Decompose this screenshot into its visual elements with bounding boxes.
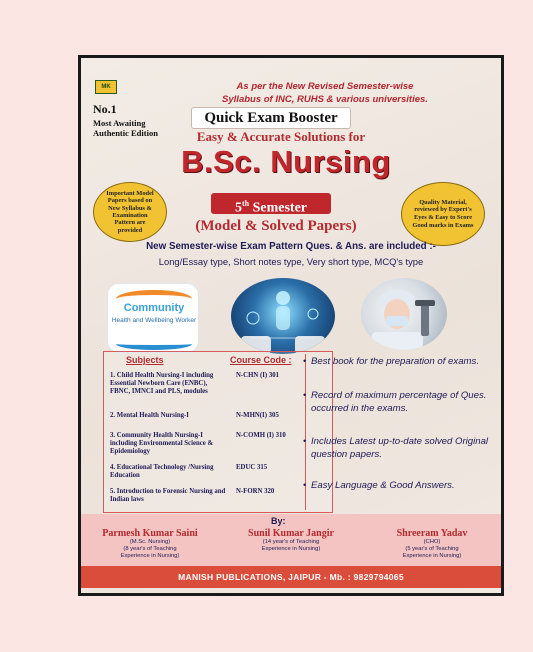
by-label: By: xyxy=(271,516,286,526)
feature-point-4: • Easy Language & Good Answers. xyxy=(303,480,493,493)
feature-point-2: • Record of maximum percentage of Ques. occurred in the exams. xyxy=(303,390,493,415)
subject-row-3: 3. Community Health Nursing-I including Environmental Science & Epidemiology xyxy=(110,432,214,455)
subject-row-2: 2. Mental Health Nursing-I xyxy=(110,412,189,419)
author-1-sub1: (M.Sc. Nursing) xyxy=(129,539,171,545)
author-2 xyxy=(226,528,356,553)
hologram-figure-icon xyxy=(231,278,335,354)
author-3-sub2: (5 year's of Teaching xyxy=(405,546,459,552)
scientist-icon xyxy=(361,278,447,350)
scientist-microscope-image xyxy=(361,278,447,350)
course-code-5: N-FORN 320 xyxy=(236,488,275,495)
course-code-4: EDUC 315 xyxy=(236,464,268,471)
semester-number: 5 xyxy=(234,200,242,216)
course-code-header: Course Code : xyxy=(230,355,292,365)
community-health-logo xyxy=(107,283,199,353)
publisher-logo: MK xyxy=(95,80,117,94)
semester-label xyxy=(211,193,331,214)
author-1-sub3: Experience in Nursing) xyxy=(120,553,180,559)
pattern-line: New Semester-wise Exam Pattern Ques. & Ans. are included :- xyxy=(146,241,436,252)
subjects-table xyxy=(103,351,333,513)
book-title: B.Sc. Nursing xyxy=(181,144,391,179)
course-code-1: N-CHN (I) 301 xyxy=(236,372,280,379)
subjects-header: Subjects xyxy=(126,355,164,365)
medical-technology-image xyxy=(231,278,335,354)
author-3 xyxy=(367,528,497,560)
author-1-sub2: (8 year's of Teaching xyxy=(123,546,177,552)
series-label: Quick Exam Booster xyxy=(191,107,351,129)
author-1-name: Parmesh Kumar Saini xyxy=(102,528,198,539)
course-code-3: N-COMH (I) 310 xyxy=(236,432,286,439)
author-3-sub3: Experience in Nursing) xyxy=(402,553,462,559)
types-line: Long/Essay type, Short notes type, Very short type, MCQ's type xyxy=(158,256,424,267)
feature-point-3: • Includes Latest up-to-date solved Original question papers. xyxy=(303,436,493,461)
badge-right: Quality Material, reviewed by Expert's Eyes & Easy to Score Good marks in Exams xyxy=(401,182,485,246)
feature-point-1: • Best book for the preparation of exams. xyxy=(303,356,493,369)
syllabus-line-1: As per the New Revised Semester-wise xyxy=(236,81,414,92)
logo-arc-bottom xyxy=(116,338,192,350)
subject-row-4: 4. Educational Technology /Nursing Education xyxy=(110,464,214,479)
syllabus-note xyxy=(165,80,485,106)
subject-row-5: 5. Introduction to Forensic Nursing and Indian laws xyxy=(110,488,226,503)
publisher-footer: MANISH PUBLICATIONS, JAIPUR - Mb. : 9829794065 xyxy=(81,566,501,588)
logo-subtitle: Health and Wellbeing Worker xyxy=(111,317,197,324)
course-code-2: N-MHN(I) 305 xyxy=(236,412,279,419)
author-2-sub2: Experience in Nursing) xyxy=(261,546,321,552)
author-2-name: Sunil Kumar Jangir xyxy=(248,528,334,539)
syllabus-line-2: Syllabus of INC, RUHS & various universities. xyxy=(222,94,428,105)
logo-title: Community xyxy=(123,302,185,314)
semester-suffix: th xyxy=(241,199,250,208)
author-1 xyxy=(85,528,215,560)
book-cover xyxy=(78,55,504,596)
badge-left: Important Model Papers based on New Syllabus & Examination Pattern are provided xyxy=(93,182,167,242)
author-3-sub1: (CHO) xyxy=(423,539,441,545)
tagline: Easy & Accurate Solutions for xyxy=(196,129,366,144)
author-3-name: Shreeram Yadav xyxy=(396,528,468,539)
rank-label: No.1 xyxy=(93,102,117,116)
rank-subtitle: Most Awaiting Authentic Edition xyxy=(93,118,158,138)
subject-row-1: 1. Child Health Nursing-I including Essential Newborn Care (ENBC), FBNC, IMNCI and PLS, modules xyxy=(110,372,214,395)
author-2-sub1: (14 year's of Teaching xyxy=(262,539,320,545)
semester-word: Semester xyxy=(252,200,308,216)
edition-label: (Model & Solved Papers) xyxy=(195,218,357,234)
